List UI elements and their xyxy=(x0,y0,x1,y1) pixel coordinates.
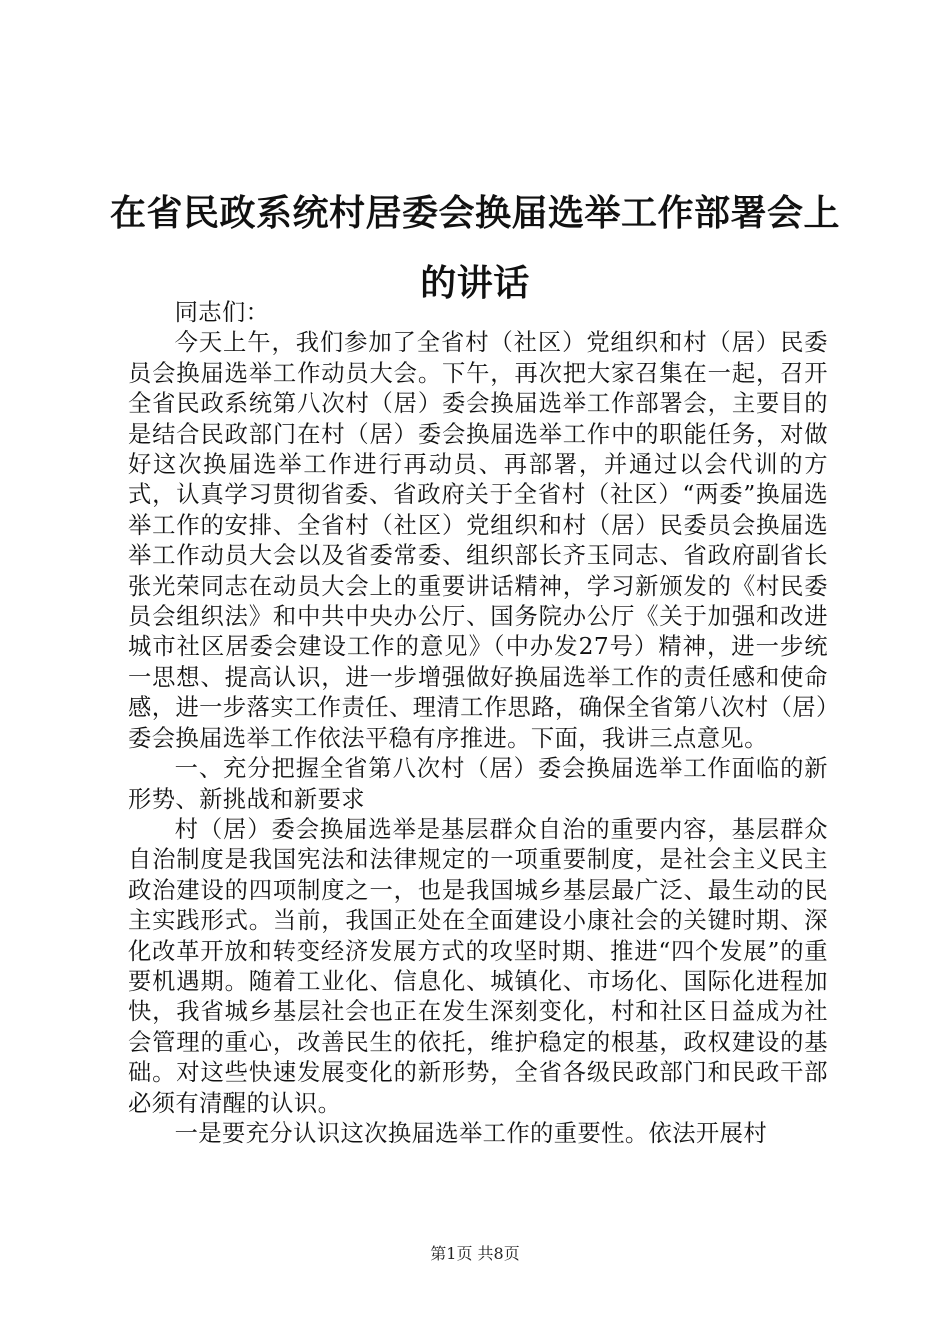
body-paragraph: 今天上午，我们参加了全省村（社区）党组织和村（居）民委员会换届选举工作动员大会。下午，再次把大家召集在一起，召开全省民政系统第八次村（居）委会换届选举工作部署会，主要目的是结合民政部门在村（居）委会换届选举工作中的职能任务，对做好这次换届选举工作进行再动员、再部署，并通过以会代训的方式，认真学习贯彻省委、省政府关于全省村（社区）“两委”换届选举工作的安排、全省村（社区）党组织和村（居）民委员会换届选举工作动员大会以及省委常委、组织部长齐玉同志、省政府副省长张光荣同志在动员大会上的重要讲话精神，学习新颁发的《村民委员会组织法》和中共中央办公厅、国务院办公厅《关于加强和改进城市社区居委会建设工作的意见》（中办发27号）精神，进一步统一思想、提高认识，进一步增强做好换届选举工作的责任感和使命感，进一步落实工作责任、理清工作思路，确保全省第八次村（居）委会换届选举工作依法平稳有序推进。下面，我讲三点意见。 xyxy=(128,329,828,752)
body-paragraph: 一是要充分认识这次换届选举工作的重要性。依法开展村 xyxy=(174,1119,768,1147)
section-heading: 一、充分把握全省第八次村（居）委会换届选举工作面临的新形势、新挑战和新要求 xyxy=(128,755,828,813)
body-paragraph: 村（居）委会换届选举是基层群众自治的重要内容，基层群众自治制度是我国宪法和法律规定的一项重要制度，是社会主义民主政治建设的四项制度之一，也是我国城乡基层最广泛、最生动的民主实践形式。当前，我国正处在全面建设小康社会的关键时期、深化改革开放和转变经济发展方式的攻坚时期、推进“四个发展”的重要机遇期。随着工业化、信息化、城镇化、市场化、国际化进程加快，我省城乡基层社会也正在发生深刻变化，村和社区日益成为社会管理的重心，改善民生的依托，维护稳定的根基，政权建设的基础。对这些快速发展变化的新形势，全省各级民政部门和民政干部必须有清醒的认识。 xyxy=(128,815,828,1117)
page-number-footer: 第1页 共8页 xyxy=(430,1244,520,1263)
document-title: 在省民政系统村居委会换届选举工作部署会上的讲话 xyxy=(110,192,841,304)
document-body xyxy=(128,298,828,1149)
salutation-paragraph: 同志们： xyxy=(174,299,270,326)
